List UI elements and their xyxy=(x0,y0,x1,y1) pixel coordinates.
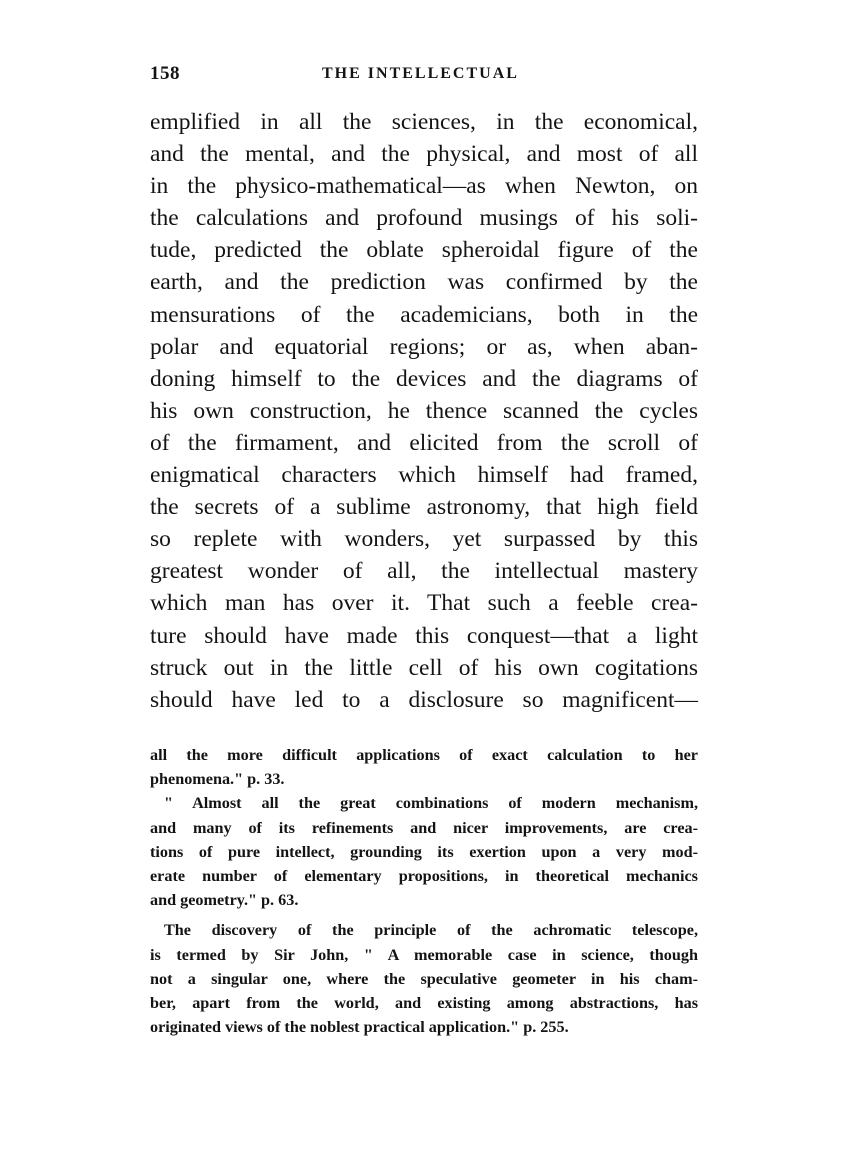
body-line: struck out in the little cell of his own cogitations xyxy=(150,654,698,681)
footnote-line: phenomena." p. 33. xyxy=(150,770,285,789)
main-text xyxy=(150,106,698,716)
body-line: which man has over it. That such a feeble crea- xyxy=(150,590,698,617)
footnote-line: originated views of the noblest practical application." p. 255. xyxy=(150,1018,569,1037)
footnote-paragraph xyxy=(150,743,698,791)
footnote-line: erate number of elementary propositions, in theoretical mechanics xyxy=(150,866,698,885)
footnote-line: and geometry." p. 63. xyxy=(150,891,299,910)
footnote-paragraph xyxy=(150,791,698,912)
running-head xyxy=(150,63,698,89)
footnote-line: and many of its refinements and nicer improvements, are crea- xyxy=(150,818,698,837)
footnote-line: The discovery of the principle of the achromatic telescope, xyxy=(164,921,698,940)
footnote-line: all the more difficult applications of exact calculation to her xyxy=(150,746,698,764)
body-line: ture should have made this conquest—that a light xyxy=(150,622,698,649)
footnote-line: ber, apart from the world, and existing among abstractions, has xyxy=(150,993,698,1012)
body-line: the secrets of a sublime astronomy, that high field xyxy=(150,494,698,521)
body-line: earth, and the prediction was confirmed by the xyxy=(150,269,698,296)
body-line: greatest wonder of all, the intellectual mastery xyxy=(150,558,698,585)
body-line: and the mental, and the physical, and most of all xyxy=(150,141,698,168)
body-line: tude, predicted the oblate spheroidal figure of the xyxy=(150,237,698,264)
footnote-paragraph xyxy=(150,918,698,1039)
body-line: emplified in all the sciences, in the economical, xyxy=(150,109,698,135)
body-line: enigmatical characters which himself had framed, xyxy=(150,462,698,489)
body-line: in the physico-mathematical—as when Newton, on xyxy=(150,173,698,200)
footnote-line: tions of pure intellect, grounding its exertion upon a very mod- xyxy=(150,842,698,861)
footnotes xyxy=(150,743,698,1039)
body-line: the calculations and profound musings of his soli- xyxy=(150,205,698,232)
footnote-line: not a singular one, where the speculative geometer in his cham- xyxy=(150,969,698,988)
body-line: mensurations of the academicians, both in the xyxy=(150,301,698,328)
body-line: of the firmament, and elicited from the scroll of xyxy=(150,429,698,456)
body-line: so replete with wonders, yet surpassed by this xyxy=(150,526,698,553)
footnote-line: " Almost all the great combinations of modern mechanism, xyxy=(164,794,698,813)
body-line: doning himself to the devices and the diagrams of xyxy=(150,365,698,392)
page-number: 158 xyxy=(150,63,180,84)
body-line: his own construction, he thence scanned the cycles xyxy=(150,397,698,424)
body-line: polar and equatorial regions; or as, when aban- xyxy=(150,333,698,360)
footnote-line: is termed by Sir John, " A memorable case in science, though xyxy=(150,945,698,964)
running-title: THE INTELLECTUAL xyxy=(322,65,519,82)
body-line: should have led to a disclosure so magnificent— xyxy=(150,686,698,713)
